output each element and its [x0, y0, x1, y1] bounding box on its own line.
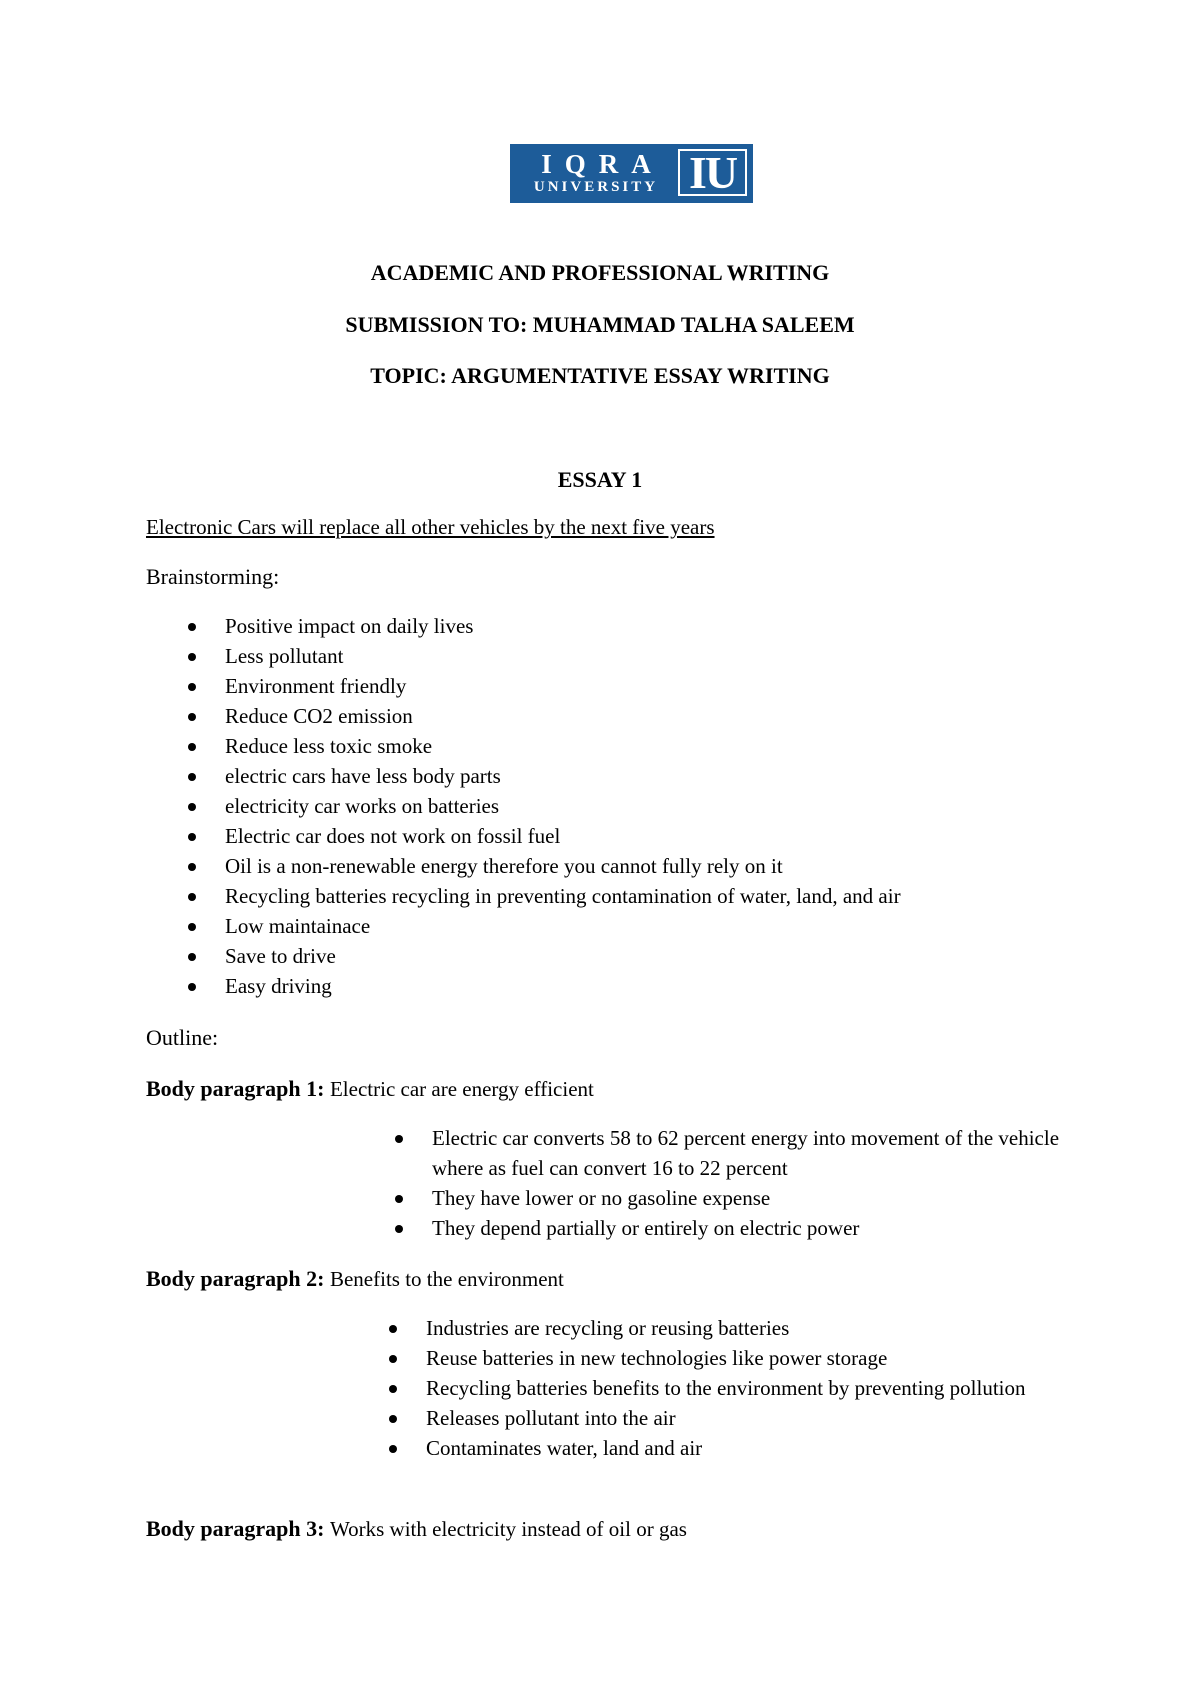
body-paragraph-1-heading [146, 1076, 594, 1102]
logo-subtitle: UNIVERSITY [533, 179, 659, 195]
body-paragraph-3-heading [146, 1516, 687, 1542]
outline-heading-text: Outline: [146, 1025, 219, 1050]
list-item: Electric car does not work on fossil fuel [225, 821, 1085, 851]
body-paragraph-3-label: Body paragraph 3: [146, 1516, 325, 1541]
logo-wordmark [516, 150, 676, 197]
list-item: Reuse batteries in new technologies like power storage [426, 1343, 1066, 1373]
list-item: Reduce CO2 emission [225, 701, 1085, 731]
body-paragraph-3-text: Works with electricity instead of oil or gas [329, 1517, 687, 1541]
list-item: Easy driving [225, 971, 1085, 1001]
list-item: Contaminates water, land and air [426, 1433, 1066, 1463]
list-item: electric cars have less body parts [225, 761, 1085, 791]
body-paragraph-2-text: Benefits to the environment [329, 1267, 564, 1291]
list-item: Environment friendly [225, 671, 1085, 701]
list-item: Recycling batteries benefits to the environment by preventing pollution [426, 1373, 1066, 1403]
list-item: They depend partially or entirely on electric power [432, 1213, 1072, 1243]
brainstorming-heading [146, 564, 279, 590]
university-logo [510, 144, 753, 203]
brainstorming-list [225, 611, 1085, 1001]
body-paragraph-2-label: Body paragraph 2: [146, 1266, 325, 1291]
body-paragraph-2-points [426, 1313, 1066, 1463]
course-title: ACADEMIC AND PROFESSIONAL WRITING [370, 260, 830, 285]
body-paragraph-1-text: Electric car are energy efficient [329, 1077, 594, 1101]
list-item: Reduce less toxic smoke [225, 731, 1085, 761]
list-item: Less pollutant [225, 641, 1085, 671]
topic-line: TOPIC: ARGUMENTATIVE ESSAY WRITING [370, 363, 830, 388]
list-item: Electric car converts 58 to 62 percent energy into movement of the vehicle where as fuel can convert 16 to 22 percent [432, 1123, 1072, 1183]
essay-thesis: Electronic Cars will replace all other vehicles by the next five years [146, 515, 715, 539]
submission-line: SUBMISSION TO: MUHAMMAD TALHA SALEEM [345, 312, 855, 337]
list-item: Oil is a non-renewable energy therefore you cannot fully rely on it [225, 851, 1085, 881]
list-item: Low maintainace [225, 911, 1085, 941]
body-paragraph-1-label: Body paragraph 1: [146, 1076, 325, 1101]
list-item: They have lower or no gasoline expense [432, 1183, 1072, 1213]
list-item: Releases pollutant into the air [426, 1403, 1066, 1433]
body-paragraph-1-points [432, 1123, 1072, 1243]
brainstorming-heading-text: Brainstorming: [146, 564, 280, 589]
outline-heading [146, 1025, 218, 1051]
list-item: Industries are recycling or reusing batteries [426, 1313, 1066, 1343]
essay-title: ESSAY 1 [557, 467, 643, 492]
list-item: Save to drive [225, 941, 1085, 971]
list-item: Recycling batteries recycling in preventing contamination of water, land, and air [225, 881, 1085, 911]
body-paragraph-2-heading [146, 1266, 564, 1292]
logo-monogram: IU [678, 149, 747, 196]
list-item: Positive impact on daily lives [225, 611, 1085, 641]
list-item: electricity car works on batteries [225, 791, 1085, 821]
logo-word: IQRA [541, 149, 664, 179]
